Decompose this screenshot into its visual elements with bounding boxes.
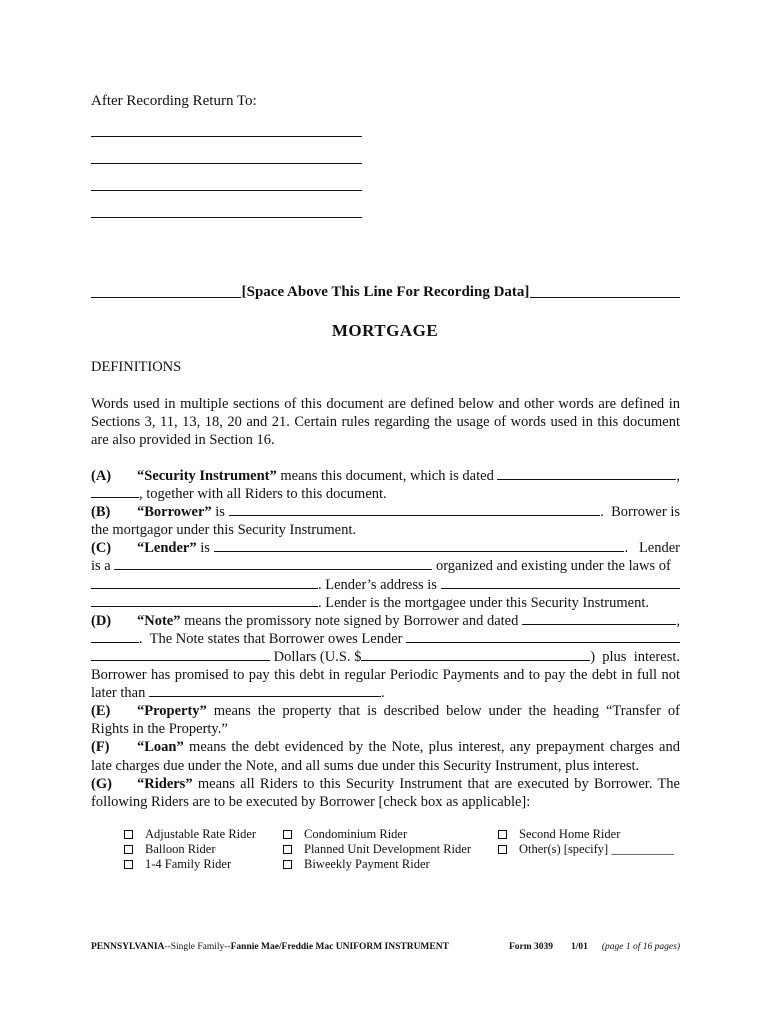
security-instrument-date-field[interactable] [497, 467, 676, 480]
rider-biweekly-payment [283, 857, 471, 872]
definition-c-text-4: organized and existing under the laws of [432, 558, 671, 575]
rider-label: Adjustable Rate Rider [145, 827, 257, 841]
definitions-list [91, 467, 680, 811]
return-address-line-1[interactable] [91, 136, 362, 137]
borrower-name-field[interactable] [229, 503, 601, 516]
definition-d-text: means the promissory note signed by Borrower and dated [180, 612, 522, 629]
rider-label: Condominium Rider [304, 827, 408, 841]
rider-label: Other(s) [specify] __________ [519, 842, 674, 856]
definition-c-text: is [196, 540, 214, 557]
maturity-date-field[interactable] [149, 684, 381, 697]
definition-c-text-3: is a [91, 558, 115, 575]
lender-address-field-2[interactable] [91, 594, 318, 607]
return-address-line-4[interactable] [91, 217, 362, 218]
definition-c-line-1 [91, 539, 680, 557]
rider-label: Biweekly Payment Rider [304, 857, 430, 871]
definition-c-line-2 [91, 557, 680, 575]
definition-e-term: “Property” [137, 703, 207, 720]
definition-a-text-2: , together with all Riders to this document. [139, 486, 387, 503]
definition-f-term: “Loan” [137, 739, 184, 756]
checkbox[interactable] [498, 830, 507, 839]
lender-name-field[interactable] [214, 539, 625, 552]
definition-d-text-6: Borrower has promised to pay this debt in regular Periodic Payments and to pay the debt in full not later than [91, 667, 680, 702]
definition-e-text: means the property that is described below under the heading “Transfer of Rights in the Property.” [91, 703, 680, 738]
definition-f-label: (F) [91, 739, 110, 756]
definition-a-line-1 [91, 467, 680, 485]
checkbox[interactable] [124, 860, 133, 869]
checkbox[interactable] [283, 845, 292, 854]
rider-pud [283, 842, 471, 857]
definition-d-term: “Note” [137, 612, 181, 629]
loan-amount-words-field-2[interactable] [91, 648, 270, 661]
definition-b-text: is [211, 504, 229, 521]
note-date-field[interactable] [522, 612, 676, 625]
definition-a-text: means this document, which is dated [276, 468, 498, 484]
footer-instrument-title [91, 942, 509, 952]
definition-g-term: “Riders” [137, 775, 193, 792]
definition-d-period: . [380, 685, 385, 702]
definition-g-text: means all Riders to this Security Instrument that are executed by Borrower. The following Riders are to be executed by Borrower [check box as applicable]: [91, 775, 680, 810]
definition-c-line-4 [91, 594, 680, 612]
definition-d-comma: , [676, 612, 680, 629]
definition-c-term: “Lender” [137, 540, 197, 557]
note-year-field[interactable] [91, 630, 139, 643]
definitions-heading: DEFINITIONS [91, 359, 182, 375]
loan-amount-words-field-1[interactable] [406, 630, 680, 643]
rider-others [498, 842, 674, 857]
riders-column-3 [498, 827, 674, 857]
definition-c-text-5: . Lender’s address is [318, 576, 441, 593]
definition-f-text: means the debt evidenced by the Note, plus interest, any prepayment charges and late charges due under the Note, and all sums due under this Security Instrument, plus interest. [91, 739, 680, 774]
separator-line-right [530, 297, 680, 298]
definition-e-label: (E) [91, 703, 111, 720]
document-title: MORTGAGE [331, 321, 439, 340]
rider-label: 1-4 Family Rider [145, 857, 232, 871]
lender-entity-type-field[interactable] [114, 557, 432, 570]
definition-d-line-2 [91, 630, 680, 648]
definition-a-label: (A) [91, 468, 112, 484]
security-instrument-year-field[interactable] [91, 485, 139, 498]
lender-address-field-1[interactable] [441, 576, 680, 589]
definition-a-line-2 [91, 485, 680, 503]
definition-f [91, 738, 680, 774]
checkbox[interactable] [124, 845, 133, 854]
rider-balloon [124, 842, 256, 857]
rider-label: Balloon Rider [145, 842, 216, 856]
definition-d-text-5: ) plus interest. [590, 648, 680, 665]
definition-d-line-3 [91, 648, 680, 666]
definition-c-label: (C) [91, 540, 112, 557]
definition-c-line-3 [91, 576, 680, 594]
loan-amount-dollars-field[interactable] [361, 648, 590, 661]
checkbox[interactable] [283, 830, 292, 839]
definition-d-line-1 [91, 612, 680, 630]
recording-data-separator [91, 284, 680, 301]
definition-b-label: (B) [91, 504, 111, 521]
definition-a-term: “Security Instrument” [137, 468, 277, 484]
return-to-label: After Recording Return To: [91, 93, 257, 109]
definition-g-label: (G) [91, 775, 112, 792]
rider-condominium [283, 827, 471, 842]
rider-label: Planned Unit Development Rider [304, 842, 471, 856]
definition-g [91, 775, 680, 811]
definition-b-line-2 [91, 521, 680, 539]
return-address-line-2[interactable] [91, 163, 362, 164]
rider-adjustable-rate [124, 827, 256, 842]
definition-b-text-3: the mortgagor under this Security Instrument. [91, 522, 356, 539]
definition-e [91, 702, 680, 738]
definition-b-term: “Borrower” [137, 504, 212, 521]
definition-d-text-4: Dollars (U.S. $ [270, 648, 362, 665]
footer-form-date: 1/01 [571, 942, 588, 952]
rider-1-4-family [124, 857, 256, 872]
lender-jurisdiction-field[interactable] [91, 576, 318, 589]
footer-family-type: --Single Family-- [164, 942, 231, 952]
definition-d-line-4 [91, 666, 680, 702]
checkbox[interactable] [124, 830, 133, 839]
footer-page-number: (page 1 of 16 pages) [601, 942, 680, 952]
riders-column-1 [124, 827, 256, 872]
definition-a-comma: , [676, 468, 680, 484]
definition-c-text-6: . Lender is the mortgagee under this Security Instrument. [318, 594, 649, 611]
footer-state: PENNSYLVANIA [91, 942, 165, 952]
return-address-line-3[interactable] [91, 190, 362, 191]
definition-d-label: (D) [91, 612, 112, 629]
page-footer [91, 942, 680, 952]
checkbox[interactable] [283, 860, 292, 869]
definitions-intro: Words used in multiple sections of this document are defined below and other words are defined in Sections 3, 11, 13, 18, 20 and 21. Certain rules regarding the usage of words used in this document are also provided in Section 16. [91, 396, 680, 448]
footer-program: Fannie Mae/Freddie Mac UNIFORM INSTRUMENT [230, 942, 449, 952]
riders-column-2 [283, 827, 471, 872]
separator-line-left [91, 297, 241, 298]
recording-data-label: [Space Above This Line For Recording Data] [241, 284, 530, 300]
definition-b-line-1 [91, 503, 680, 521]
checkbox[interactable] [498, 845, 507, 854]
definition-d-text-3: . The Note states that Borrower owes Lender [139, 630, 407, 647]
definition-c-text-2: . Lender [624, 540, 680, 557]
rider-label: Second Home Rider [519, 827, 621, 841]
definition-b-text-2: . Borrower is [600, 504, 680, 521]
footer-form-number: Form 3039 [508, 942, 553, 952]
rider-second-home [498, 827, 674, 842]
